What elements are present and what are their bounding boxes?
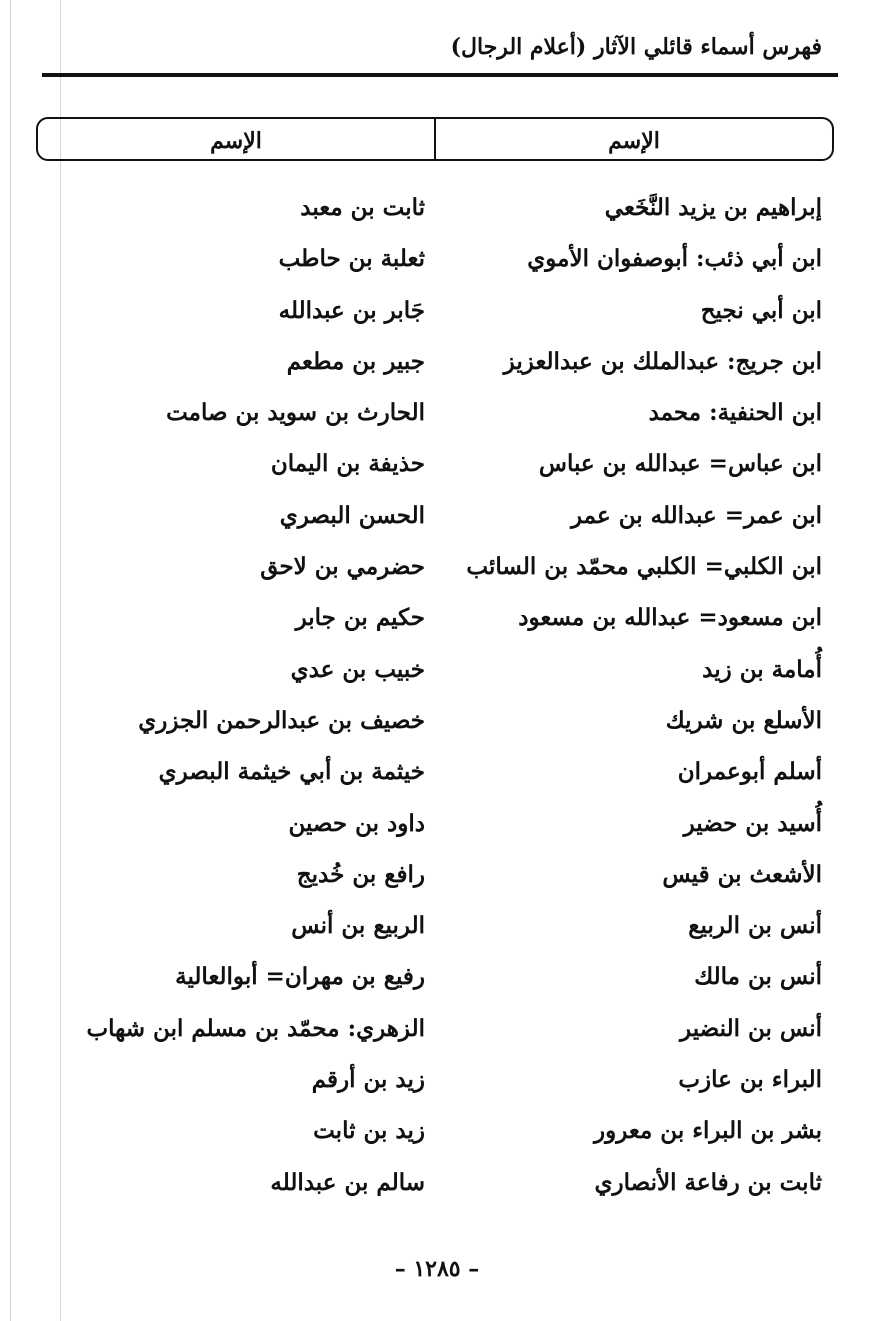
name-entry: ثابت بن رفاعة الأنصاري bbox=[594, 1168, 822, 1196]
name-entry: أنس بن الربيع bbox=[688, 912, 822, 940]
name-entry: الحارث بن سويد بن صامت bbox=[166, 399, 425, 427]
name-entry: ابن عباس= عبدالله بن عباس bbox=[538, 450, 822, 478]
name-entry: جبير بن مطعم bbox=[286, 347, 425, 375]
column-header-left: الإسم bbox=[38, 119, 436, 159]
page-edge-line bbox=[10, 0, 11, 1321]
names-column-left bbox=[25, 182, 425, 1208]
name-entry: أُمامة بن زيد bbox=[702, 655, 822, 683]
name-entry: ابن مسعود= عبدالله بن مسعود bbox=[518, 604, 822, 632]
name-entry: ابن أبي نجيح bbox=[700, 296, 822, 324]
names-column-right bbox=[462, 182, 822, 1208]
page-number: – ١٢٨٥ – bbox=[394, 1256, 480, 1282]
name-entry: الأسلع بن شريك bbox=[665, 706, 822, 734]
name-entry: رافع بن خُديج bbox=[296, 860, 425, 888]
name-entry: خيثمة بن أبي خيثمة البصري bbox=[158, 758, 425, 786]
name-entry: ابن جريج: عبدالملك بن عبدالعزيز bbox=[503, 347, 822, 375]
name-entry: ابن الكلبي= الكلبي محمّد بن السائب bbox=[466, 553, 822, 581]
name-entry: الحسن البصري bbox=[279, 501, 425, 529]
name-entry: أنس بن النضير bbox=[680, 1014, 822, 1042]
name-entry: بشر بن البراء بن معرور bbox=[593, 1117, 822, 1145]
name-entry: زيد بن أرقم bbox=[311, 1066, 425, 1094]
name-entry: أنس بن مالك bbox=[694, 963, 822, 991]
name-entry: حكيم بن جابر bbox=[295, 604, 425, 632]
name-entry: ابن أبي ذئب: أبوصفوان الأموي bbox=[527, 245, 822, 273]
name-entry: حضرمي بن لاحق bbox=[260, 553, 425, 581]
name-entry: خصيف بن عبدالرحمن الجزري bbox=[138, 706, 425, 734]
column-header-right: الإسم bbox=[608, 128, 660, 154]
name-entry: رفيع بن مهران= أبوالعالية bbox=[175, 963, 425, 991]
name-entry: ابن عمر= عبدالله بن عمر bbox=[570, 501, 822, 529]
table-header bbox=[36, 117, 834, 161]
name-entry: الأشعث بن قيس bbox=[662, 860, 822, 888]
name-entry: داود بن حصين bbox=[288, 809, 425, 837]
name-entry: زيد بن ثابت bbox=[313, 1117, 425, 1145]
name-entry: الربيع بن أنس bbox=[291, 912, 425, 940]
name-entry: حذيفة بن اليمان bbox=[270, 450, 425, 478]
name-entry: البراء بن عازب bbox=[678, 1066, 822, 1094]
name-entry: ثعلبة بن حاطب bbox=[278, 245, 425, 273]
name-entry: الزهري: محمّد بن مسلم ابن شهاب bbox=[86, 1014, 425, 1042]
name-entry: ابن الحنفية: محمد bbox=[648, 399, 822, 427]
running-head: فهرس أسماء قائلي الآثار (أعلام الرجال) bbox=[450, 34, 822, 60]
name-entry: أسلم أبوعمران bbox=[677, 758, 822, 786]
name-entry: سالم بن عبدالله bbox=[270, 1168, 425, 1196]
name-entry: خبيب بن عدي bbox=[290, 655, 425, 683]
name-entry: أُسيد بن حضير bbox=[683, 809, 822, 837]
header-rule bbox=[42, 73, 838, 77]
name-entry: ثابت بن معبد bbox=[300, 194, 425, 221]
name-entry: إبراهيم بن يزيد النَّخَعي bbox=[604, 194, 822, 221]
name-entry: جَابر بن عبدالله bbox=[278, 296, 425, 324]
